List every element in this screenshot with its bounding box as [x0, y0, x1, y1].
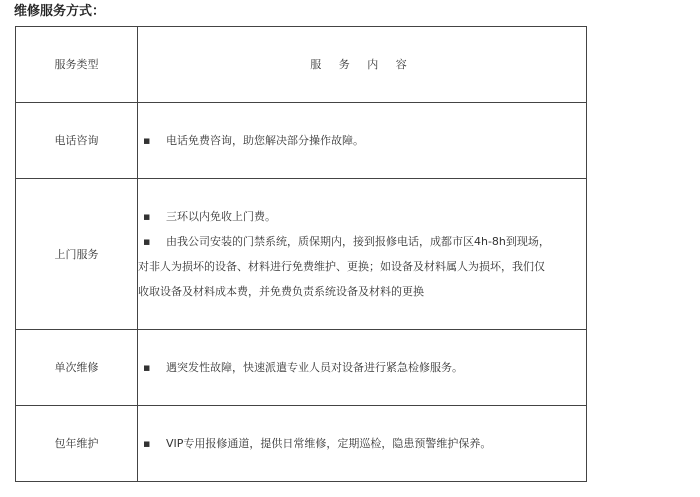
continuation-line: 对非人为损坏的设备、材料进行免费维护、更换；如设备及材料属人为损坏，我们仅 [138, 260, 545, 273]
service-type-onsite: 上门服务 [16, 179, 138, 330]
service-type-phone: 电话咨询 [16, 103, 138, 179]
list-item: ▪ 遇突发性故障，快速派遣专业人员对设备进行紧急检修服务。 [138, 355, 586, 380]
service-content-phone [138, 103, 587, 179]
service-content-onsite [138, 179, 587, 330]
service-content-annual [138, 406, 587, 482]
table-row [16, 179, 587, 330]
list-item: ▪ 电话免费咨询，助您解决部分操作故障。 [138, 128, 586, 153]
header-service-type: 服务类型 [16, 27, 138, 103]
table-row [16, 103, 587, 179]
list-item: ▪ VIP专用报修通道，提供日常维修，定期巡检，隐患预警维护保养。 [138, 431, 586, 456]
table-row [16, 330, 587, 406]
bullet-icon: ▪ [143, 235, 151, 248]
list-item: ▪ 由我公司安装的门禁系统，质保期内，接到报修电话，成都市区4h-8h到现场， [138, 229, 586, 254]
list-item: ▪ 三环以内免收上门费。 [138, 204, 586, 229]
bullet-icon: ▪ [143, 361, 151, 374]
bullet-icon: ▪ [143, 134, 151, 147]
service-type-single-repair: 单次维修 [16, 330, 138, 406]
bullet-icon: ▪ [143, 437, 151, 450]
service-type-annual: 包年维护 [16, 406, 138, 482]
table-row [16, 406, 587, 482]
section-heading: 维修服务方式： [14, 4, 106, 19]
header-service-content: 服 务 内 容 [138, 27, 587, 103]
service-content-single-repair [138, 330, 587, 406]
service-table [15, 26, 587, 482]
table-header-row [16, 27, 587, 103]
bullet-icon: ▪ [143, 210, 151, 223]
continuation-line: 收取设备及材料成本费，并免费负责系统设备及材料的更换 [138, 285, 424, 298]
